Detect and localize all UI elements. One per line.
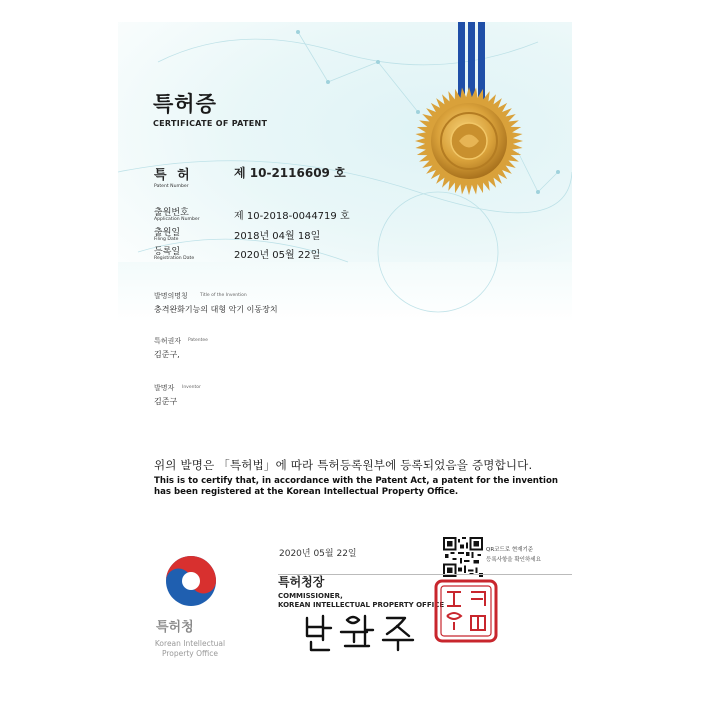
commissioner-signature [301,610,421,652]
patent-number-label: 특 허 [154,168,193,183]
qr-code-icon[interactable] [443,537,483,577]
certification-statement-en-line2: has been registered at the Korean Intellectual Property Office. [154,487,459,497]
certification-statement-en [154,476,558,498]
certification-statement-ko: 위의 발명은 「특허법」에 따라 특허등록원부에 등록되었음을 증명합니다. [154,458,533,472]
application-number-label-en: Application Number [154,217,200,222]
patent-number-value: 제 10-2116609 호 [234,166,346,180]
office-name-en [152,639,228,659]
office-name-en-line2: Property Office [161,649,218,658]
invention-title-label: 발명의명칭 [154,292,188,300]
patentee-value: 김준구, [154,350,180,359]
office-name-en-line1: Korean Intellectual [154,639,226,648]
patentee-label: 특허권자 [154,337,182,345]
filing-date-value: 2018년 04월 18일 [234,231,321,242]
commissioner-title-en-line2: KOREAN INTELLECTUAL PROPERTY OFFICE [278,601,445,609]
application-number-value: 제 10-2018-0044719 호 [234,211,350,222]
commissioner-title-en [278,592,444,610]
application-number-label: 출원번호 [154,208,189,218]
filing-date-label: 출원일 [154,228,181,238]
invention-title-label-en: Title of the Invention [200,293,247,298]
qr-note [486,545,541,565]
kipo-logo-icon [164,554,218,608]
qr-note-line2: 등록사항을 확인하세요 [486,557,541,563]
inventor-value: 김준구 [154,397,178,406]
certificate-title-en: CERTIFICATE OF PATENT [153,119,268,128]
registration-date-value: 2020년 05월 22일 [234,250,321,261]
registration-date-label-en: Registration Date [154,256,195,261]
certificate-sheet [118,22,572,698]
inventor-label-en: Inventor [182,385,201,390]
office-name-ko: 특허청 [156,620,194,635]
certificate-title: 특허증 [153,92,217,116]
issue-date: 2020년 05월 22일 [279,549,357,559]
invention-title-value: 충격완화기능의 대형 악기 이동장치 [154,305,278,314]
official-stamp-icon [433,578,499,644]
commissioner-title: 특허청장 [278,575,325,589]
registration-date-label: 등록일 [154,247,181,257]
commissioner-title-en-line1: COMMISSIONER, [278,592,343,600]
patent-number-label-en: Patent Number [154,184,189,189]
filing-date-label-en: Filing Date [154,237,179,242]
gold-seal-icon [414,86,524,196]
patentee-label-en: Patentee [188,338,208,343]
certification-statement-en-line1: This is to certify that, in accordance with the Patent Act, a patent for the invention [154,476,558,486]
qr-note-line1: QR코드로 현재기준 [486,547,534,553]
inventor-label: 발명자 [154,384,175,392]
